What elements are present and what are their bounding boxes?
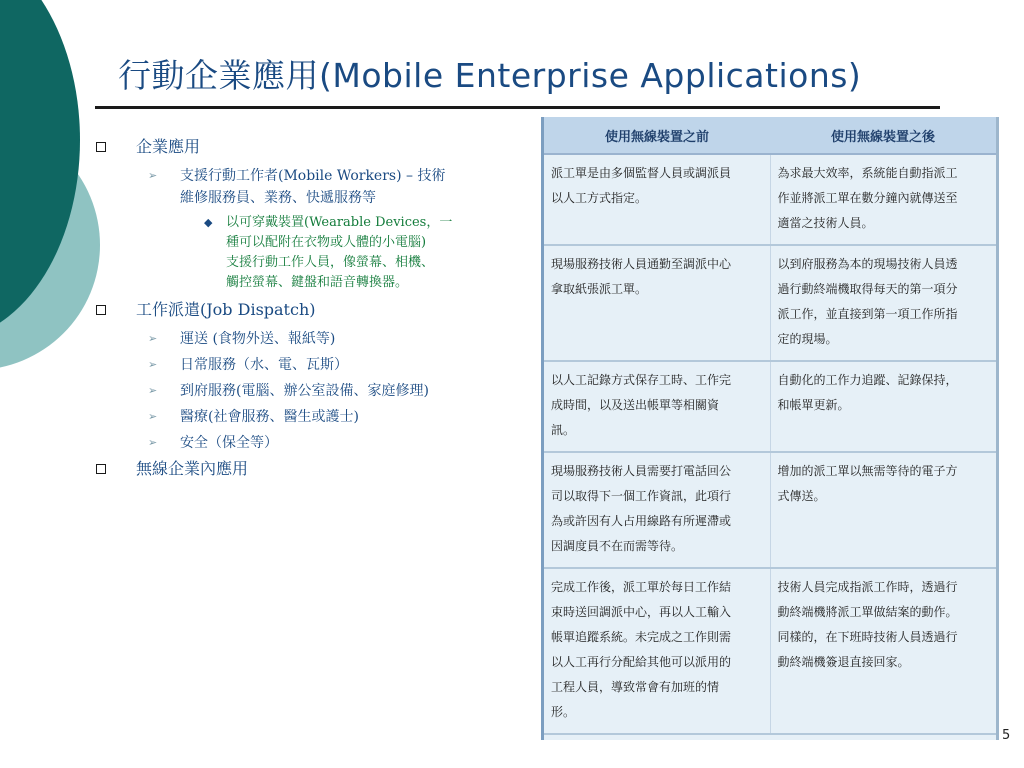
- bullet-text-line: 現場服務技術人員通勤至調派中心: [551, 257, 732, 271]
- table-header-row: [544, 117, 996, 154]
- bullet-text-line: 運送 (食物外送、報紙等): [180, 331, 336, 347]
- bullet-text-line: 成時間，以及送出帳單等相關資: [551, 398, 720, 412]
- bullet-level1-text: 企業應用: [136, 137, 201, 156]
- bullet-level1-text: 無線企業內應用: [136, 459, 249, 478]
- bullet-text-line: 完成工作後，派工單於每日工作結: [551, 580, 732, 594]
- table-cell-before: [544, 154, 770, 245]
- bullet-text-line: 派工單是由多個監督人員或調派員: [551, 166, 732, 180]
- hollow-square-icon: [96, 142, 106, 152]
- table-cell-before: [544, 568, 770, 734]
- bullet-text-line: 司以取得下一個工作資訊，此項行: [551, 489, 732, 503]
- bullet-level1-text: 工作派遣(Job Dispatch): [136, 300, 316, 319]
- arrowhead-icon: ➢: [148, 358, 158, 371]
- diamond-icon: ◆: [204, 216, 213, 229]
- bullet-text-line: 式傳送。: [777, 489, 826, 503]
- bullet-text-line: 醫療(社會服務、醫生或護士): [180, 409, 359, 425]
- bullet-text-line: 形。: [551, 705, 576, 719]
- bullet-text-line: 為求最大效率，系統能自動指派工: [777, 166, 958, 180]
- table-cell-after: [770, 452, 996, 568]
- table-row: [544, 452, 996, 568]
- bullet-text-line: 束時送回調派中心，再以人工輸入: [551, 605, 732, 619]
- bullet-text-line: 以人工方式指定。: [551, 191, 648, 205]
- title-underline: [95, 106, 940, 109]
- bullet-text-line: 到府服務(電腦、辦公室設備、家庭修理): [180, 383, 429, 399]
- bullet-level2: [96, 354, 526, 376]
- bullet-text-line: 以可穿戴裝置(Wearable Devices，一: [226, 215, 453, 230]
- comparison-table: [541, 117, 999, 740]
- bullet-text-line: 訊。: [551, 423, 576, 437]
- arrowhead-icon: ➢: [148, 436, 158, 449]
- bullet-text-line: 為或許因有人占用線路有所遲滯或: [551, 514, 732, 528]
- bullet-text-line: 日常服務（水、電、瓦斯）: [180, 357, 348, 373]
- table-cell-before: [544, 245, 770, 361]
- bullet-level3: [96, 213, 526, 293]
- hollow-square-icon: [96, 305, 106, 315]
- bullet-text-line: 適當之技術人員。: [777, 216, 874, 230]
- bullet-text-line: 支援行動工作者(Mobile Workers) – 技術: [180, 168, 446, 184]
- bullet-level2: [96, 165, 526, 209]
- bullet-text-line: 過行動終端機取得每天的第一項分: [777, 282, 958, 296]
- arrowhead-icon: ➢: [148, 332, 158, 345]
- bullet-text-line: 支援行動工作人員，像螢幕、相機、: [226, 255, 435, 270]
- table-row: [544, 154, 996, 245]
- header-before: 使用無線裝置之前: [544, 117, 770, 154]
- bullet-level2: [96, 380, 526, 402]
- bullet-level1: [96, 136, 526, 158]
- bullet-text-line: 以人工記錄方式保存工時、工作完: [551, 373, 732, 387]
- table-cell-before: [544, 361, 770, 452]
- bullet-text-line: 帳單追蹤系統。未完成之工作則需: [551, 630, 732, 644]
- bullet-level1: [96, 458, 526, 480]
- bullet-text-line: 種可以配附在衣物或人體的小電腦): [226, 235, 427, 250]
- bullet-text-line: 安全（保全等）: [180, 435, 278, 451]
- bullet-text-line: 自動化的工作力追蹤、記錄保持，: [777, 373, 958, 387]
- bullet-text-line: 和帳單更新。: [777, 398, 850, 412]
- page-number: 5: [1002, 728, 1011, 743]
- arrowhead-icon: ➢: [148, 410, 158, 423]
- table-row: [544, 245, 996, 361]
- table-cell-before: [544, 452, 770, 568]
- table-cell-after: [770, 568, 996, 734]
- bullet-text-line: 增加的派工單以無需等待的電子方: [777, 464, 958, 478]
- table-cell-after: [770, 245, 996, 361]
- bullet-text-line: 觸控螢幕、鍵盤和語音轉換器。: [226, 275, 409, 290]
- table-cell-after: [770, 154, 996, 245]
- bullet-level2: [96, 432, 526, 454]
- bullet-text-line: 因調度員不在而需等待。: [551, 539, 684, 553]
- bullet-text-line: 同樣的，在下班時技術人員透過行: [777, 630, 958, 644]
- table-row: [544, 568, 996, 734]
- bullet-level2: [96, 406, 526, 428]
- bullet-text-line: 以到府服務為本的現場技術人員透: [777, 257, 958, 271]
- arrowhead-icon: ➢: [148, 169, 158, 182]
- bullet-list: [96, 136, 526, 487]
- header-after: 使用無線裝置之後: [770, 117, 996, 154]
- slide-title: [118, 50, 978, 97]
- bullet-text-line: 拿取紙張派工單。: [551, 282, 648, 296]
- bullet-text-line: 工程人員，導致常會有加班的情: [551, 680, 720, 694]
- bullet-text-line: 派工作，並直接到第一項工作所指: [777, 307, 958, 321]
- table-row: [544, 361, 996, 452]
- bullet-text-line: 以人工再行分配給其他可以派用的: [551, 655, 732, 669]
- bullet-level1: [96, 299, 526, 321]
- bullet-text-line: 維修服務員、業務、快遞服務等: [180, 190, 376, 206]
- slide-title-zh: 行動企業應用: [118, 56, 319, 95]
- slide-title-en: (Mobile Enterprise Applications): [319, 56, 862, 95]
- bullet-level2: [96, 328, 526, 350]
- bullet-text-line: 定的現場。: [777, 332, 838, 346]
- bullet-text-line: 技術人員完成指派工作時，透過行: [777, 580, 958, 594]
- bullet-text-line: 動終端機簽退直接回家。: [777, 655, 910, 669]
- bullet-text-line: 作並將派工單在數分鐘內就傳送至: [777, 191, 958, 205]
- hollow-square-icon: [96, 464, 106, 474]
- table-cell-after: [770, 361, 996, 452]
- bullet-text-line: 動終端機將派工單做結案的動作。: [777, 605, 958, 619]
- bullet-text-line: 現場服務技術人員需要打電話回公: [551, 464, 732, 478]
- arrowhead-icon: ➢: [148, 384, 158, 397]
